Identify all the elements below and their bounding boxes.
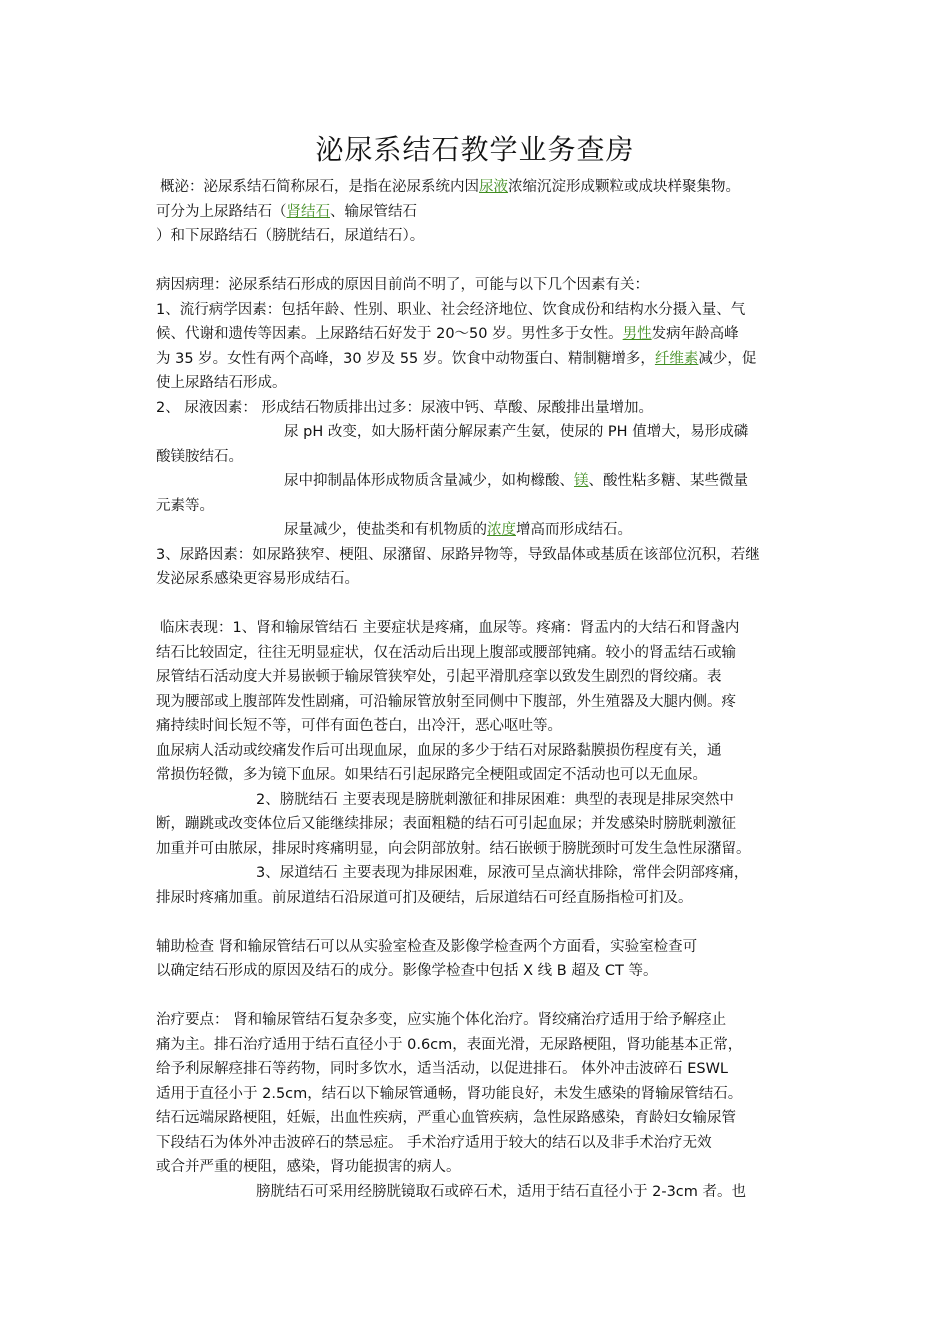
etiology-line-1: 病因病理：泌尿系结石形成的原因目前尚不明了，可能与以下几个因素有关： bbox=[156, 277, 649, 293]
treatment-line-5: 结石远端尿路梗阻，妊娠，出血性疾病，严重心血管疾病，急性尿路感染，育龄妇女输尿管 bbox=[156, 1110, 736, 1126]
paragraph-gap bbox=[156, 910, 816, 935]
treatment-line-7: 或合并严重的梗阻，感染，肾功能损害的病人。 bbox=[156, 1159, 461, 1175]
overview-line-2: 可分为上尿路结石（肾结石、输尿管结石 bbox=[156, 203, 417, 220]
clinical-line-12: 排尿时疼痛加重。前尿道结石沿尿道可扪及硬结，后尿道结石可经直肠指检可扪及。 bbox=[156, 889, 693, 906]
etiology-line-7: 尿 pH 改变，如大肠杆菌分解尿素产生氨，使尿的 PH 值增大，易形成磷 bbox=[284, 424, 749, 440]
etiology-line-6: 2、 尿液因素： 形成结石物质排出过多：尿液中钙、草酸、尿酸排出量增加。 bbox=[156, 399, 653, 416]
clinical-line-8: 2、膀胱结石 主要表现是膀胱刺激征和排尿困难：典型的表现是排尿突然中 bbox=[256, 791, 734, 808]
paragraph-gap bbox=[156, 249, 816, 274]
clinical-line-6: 血尿病人活动或绞痛发作后可出现血尿，血尿的多少于结石对尿路黏膜损伤程度有关，通 bbox=[156, 742, 722, 759]
clinical-line-10: 加重并可由脓尿，排尿时疼痛明显，向会阴部放射。结石嵌顿于膀胱颈时可发生急性尿潴留。 bbox=[156, 840, 751, 857]
treatment-line-8: 膀胱结石可采用经膀胱镜取石或碎石术，适用于结石直径小于 2-3cm 者。也 bbox=[256, 1183, 746, 1200]
etiology-line-9: 尿中抑制晶体形成物质含量减少，如枸橼酸、镁、酸性粘多糖、某些微量 bbox=[284, 473, 748, 489]
clinical-line-4: 现为腰部或上腹部阵发性剧痛，可沿输尿管放射至同侧中下腹部，外生殖器及大腿内侧。疼 bbox=[156, 693, 736, 710]
clinical-line-11: 3、尿道结石 主要表现为排尿困难，尿液可呈点滴状排除，常伴会阴部疼痛， bbox=[256, 865, 749, 881]
link-male[interactable]: 男性 bbox=[622, 326, 652, 342]
etiology-line-8: 酸镁胺结石。 bbox=[156, 448, 243, 465]
paragraph-gap bbox=[156, 984, 816, 1009]
clinical-line-1: 临床表现：1、肾和输尿管结石 主要症状是疼痛，血尿等。疼痛：肾盂内的大结石和肾盏内 bbox=[160, 620, 740, 636]
link-concentration[interactable]: 浓度 bbox=[487, 522, 516, 538]
etiology-line-10: 元素等。 bbox=[156, 497, 214, 514]
link-fiber[interactable]: 纤维素 bbox=[654, 350, 699, 367]
etiology-line-11: 尿量减少，使盐类和有机物质的浓度增高而形成结石。 bbox=[284, 522, 632, 538]
etiology-line-2: 1、流行病学因素：包括年龄、性别、职业、社会经济地位、饮食成份和结构水分摄入量、气 bbox=[156, 301, 746, 318]
clinical-line-5: 痛持续时间长短不等，可伴有面色苍白，出冷汗，恶心呕吐等。 bbox=[156, 718, 562, 734]
clinical-line-2: 结石比较固定，往往无明显症状，仅在活动后出现上腹部或腰部钝痛。较小的肾盂结石或输 bbox=[156, 644, 736, 661]
treatment-line-3: 给予利尿解痉排石等药物，同时多饮水，适当活动，以促进排石。 体外冲击波碎石 ESWL bbox=[156, 1061, 728, 1077]
clinical-line-9: 断，蹦跳或改变体位后又能继续排尿；表面粗糙的结石可引起血尿；并发感染时膀胱刺激征 bbox=[156, 816, 736, 832]
overview-line-3: ）和下尿路结石（膀胱结石，尿道结石）。 bbox=[156, 228, 425, 244]
link-kidney-stone[interactable]: 肾结石 bbox=[286, 203, 330, 220]
auxiliary-line-2: 以确定结石形成的原因及结石的成分。影像学检查中包括 X 线 B 超及 CT 等。 bbox=[156, 963, 658, 979]
paragraph-gap bbox=[156, 592, 816, 617]
etiology-line-4: 为 35 岁。女性有两个高峰，30 岁及 55 岁。饮食中动物蛋白、精制糖增多，纤维素减少，促 bbox=[156, 350, 757, 367]
treatment-line-2: 痛为主。排石治疗适用于结石直径小于 0.6cm，表面光滑，无尿路梗阻，肾功能基本正常， bbox=[156, 1036, 743, 1053]
treatment-line-4: 适用于直径小于 2.5cm，结石以下输尿管通畅，肾功能良好，未发生感染的肾输尿管结石。 bbox=[156, 1085, 743, 1102]
document-body bbox=[156, 175, 816, 1204]
etiology-line-5: 使上尿路结石形成。 bbox=[156, 375, 287, 391]
auxiliary-line-1: 辅助检查 肾和输尿管结石可以从实验室检查及影像学检查两个方面看，实验室检查可 bbox=[156, 938, 698, 955]
clinical-line-3: 尿管结石活动度大并易嵌顿于输尿管狭窄处，引起平滑肌痉挛以致发生剧烈的肾绞痛。表 bbox=[156, 669, 722, 685]
document-title: 泌尿系结石教学业务查房 bbox=[315, 133, 635, 166]
link-magnesium[interactable]: 镁 bbox=[574, 473, 589, 489]
etiology-line-13: 发泌尿系感染更容易形成结石。 bbox=[156, 571, 359, 587]
overview-line-1: 概泌：泌尿系结石简称尿石，是指在泌尿系统内因尿液浓缩沉淀形成颗粒或成块样聚集物。 bbox=[160, 179, 740, 195]
treatment-line-1: 治疗要点： 肾和输尿管结石复杂多变，应实施个体化治疗。肾绞痛治疗适用于给予解痉止 bbox=[156, 1012, 727, 1028]
etiology-line-3: 候、代谢和遗传等因素。上尿路结石好发于 20～50 岁。男性多于女性。男性发病年龄高峰 bbox=[156, 326, 739, 342]
link-urine[interactable]: 尿液 bbox=[479, 179, 508, 195]
etiology-line-12: 3、尿路因素：如尿路狭窄、梗阻、尿潴留、尿路异物等，导致晶体或基质在该部位沉积，若继 bbox=[156, 546, 760, 563]
treatment-line-6: 下段结石为体外冲击波碎石的禁忌症。 手术治疗适用于较大的结石以及非手术治疗无效 bbox=[156, 1134, 712, 1151]
clinical-line-7: 常损伤轻微，多为镜下血尿。如果结石引起尿路完全梗阻或固定不活动也可以无血尿。 bbox=[156, 767, 707, 783]
